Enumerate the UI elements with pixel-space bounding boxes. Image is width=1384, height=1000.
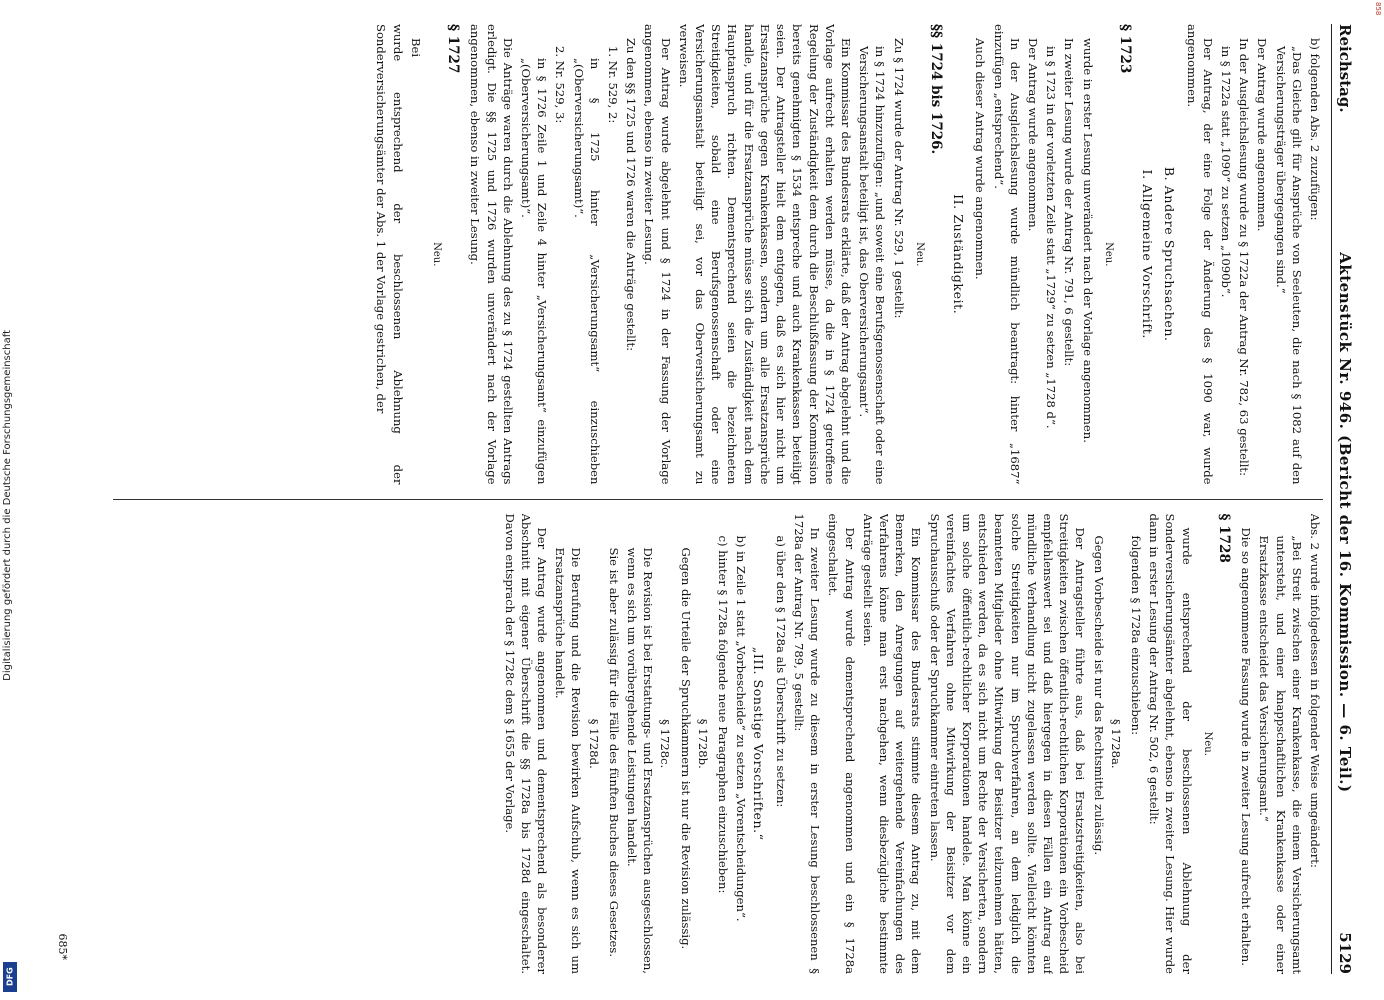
paragraph: Ein Kommissar des Bundesrats stimmte diesem Antrag zu, mit dem Bemerken, den Anregungen auf weitergehende Vereinfachungen des Verfahrens könne man erst nachgehen, wenn diesbezügliche bestimmte Anträge gestellt seien. bbox=[860, 513, 924, 974]
subparagraph-heading: § 1728d. bbox=[586, 718, 601, 769]
paragraph: Die Anträge waren durch die Ablehnung des zu § 1724 gestellten Antrags erledigt. Die §§ 1725 und 1726 wurden unverändert nach der Vorlage angenommen, ebenso in zweiter Lesung. bbox=[468, 24, 515, 485]
section-heading: B. Andere Spruchsachen. bbox=[1162, 166, 1178, 342]
indented-paragraph: 1. Nr. 529, 2: bbox=[606, 46, 621, 124]
paragraph: In zweiter Lesung wurde zu diesem in erster Lesung beschlossenen § 1728a der Antrag Nr. 789, 5 gestellt: bbox=[791, 513, 823, 974]
paragraph: Auch dieser Antrag wurde angenommen. bbox=[973, 38, 988, 280]
right-column bbox=[113, 514, 1323, 975]
paragraph: Der Antrag wurde angenommen und dementsprechend als besonderer Abschnitt mit eigener Überschrift die §§ 1728a bis 1728d eingeschaltet. Davon entsprach der § 1728c dem § 1655 der Vorlage. bbox=[502, 513, 550, 974]
page-frame bbox=[40, 0, 1384, 1000]
digitization-note: Digitalisierung gefördert durch die Deutsche Forschungsgemeinschaft bbox=[2, 330, 13, 681]
paragraph: Der Antrag, der eine Folge der Änderung des § 1090 war, wurde angenommen. bbox=[1184, 24, 1215, 485]
paragraph: b) folgenden Abs. 2 zuzufügen: bbox=[1308, 38, 1322, 221]
indented-paragraph: c) hinter § 1728a folgende neue Paragraphen einzuschieben: bbox=[716, 535, 731, 894]
indented-paragraph: Die Revision ist bei Erstattungs- und Ersatzansprüchen ausgeschlossen, wenn es sich um vorübergehende Leistungen handelt. bbox=[625, 547, 656, 974]
scanned-page bbox=[40, 0, 1384, 1000]
indented-paragraph: in § 1726 Zeile 1 und Zeile 4 hinter „Versicherungsamt“ einzufügen „(Oberversicherungsamt)“. bbox=[519, 58, 550, 485]
subparagraph-heading: § 1728a. bbox=[1108, 718, 1123, 769]
left-column bbox=[113, 24, 1323, 485]
indented-paragraph: Sie ist aber zulässig für die Fälle des fünften Buches dieses Gesetzes. bbox=[606, 547, 621, 958]
neu-label: Neu. bbox=[913, 242, 925, 267]
header-page-number: 5129 bbox=[1336, 932, 1354, 974]
indented-paragraph: in § 1722a statt „1090“ zu setzen „1090b“. bbox=[1218, 46, 1233, 298]
paragraph: wurde entsprechend der beschlossenen Ablehnung der Sonderversicherungsämter abgelehnt, ebenso in zweiter Lesung. Hier wurde dann in erster Lesung der Antrag Nr. 502, 6 gestellt: bbox=[1147, 513, 1194, 974]
paragraph-heading: § 1723 bbox=[1116, 24, 1133, 74]
paragraph: wurde entsprechend der beschlossenen Ablehnung der Sonderversicherungsämter der Abs. 1 der Vorlage gestrichen, der bbox=[374, 24, 405, 485]
indented-paragraph: in § 1723 in der vorletzten Zeile statt „1729“ zu setzen „1728 d“. bbox=[1044, 46, 1059, 429]
neu-label: Neu. bbox=[1102, 242, 1114, 267]
section-heading: „III. Sonstige Vorschriften.“ bbox=[751, 646, 767, 841]
footer-page-number: 685* bbox=[56, 933, 69, 960]
paragraph: In der Ausgleichslesung wurde zu § 1722a der Antrag Nr. 782, 63 gestellt: bbox=[1237, 38, 1252, 476]
indented-paragraph: b) in Zeile 1 statt „Vorbescheide“ zu setzen „Vorentscheidungen“. bbox=[734, 535, 749, 922]
indented-paragraph: Die Berufung und die Revision bewirken Aufschub, wenn es sich um Ersatzansprüche handelt. bbox=[553, 547, 584, 974]
section-heading: II. Zuständigkeit. bbox=[951, 194, 967, 315]
header-left: Reichstag. bbox=[1336, 24, 1354, 113]
paragraph: In zweiter Lesung wurde der Antrag Nr. 791, 6 gestellt: bbox=[1062, 38, 1077, 367]
paragraph-heading: § 1728 bbox=[1215, 513, 1232, 563]
paragraph: Ein Kommissar des Bundesrats erklärte, daß der Antrag abgelehnt und die Vorlage aufrecht erhalten werden müsse, da die in § 1724 getroffene Regelung der Zuständigkeit dem durch die Beschlußfassung der Kommission bereits genehmigten § 1534 entspreche und auch Krankenkassen beteiligt seien. Der Antragsteller hielt dem entgegen, daß es sich hier nicht um Ersatzansprüche gegen Krankenkassen, sondern um alle Ersatzansprüche handle, und für die Ersatzansprüche müsse sich die Zuständigkeit nach dem Hauptanspruch richten. Dementsprechend seien die bezeichneten Streitigkeiten, sobald eine Berufsgenossenschaft oder eine Versicherungsanstalt beteiligt sei, vor das Oberversicherungsamt zu verweisen. bbox=[676, 24, 853, 485]
neu-label: Neu. bbox=[1201, 731, 1213, 756]
indented-paragraph: a) über den § 1728a als Überschrift zu setzen: bbox=[773, 535, 788, 808]
indented-paragraph: Gegen die Urteile der Spruchkammern ist nur die Revision zulässig. bbox=[678, 547, 693, 950]
dfg-logo-icon: DFG bbox=[3, 962, 17, 992]
indented-paragraph: „Bei Streit zwischen einer Krankenkasse, die einem Versicherungsamt untersteht, und einer knappschaftlichen Krankenkasse oder einer Ersatzkasse entscheidet das Versicherungsamt.“ bbox=[1257, 535, 1304, 974]
indented-paragraph: in § 1724 hinzuzufügen: „und soweit eine Berufsgenossenschaft oder eine Versicherungsanstalt beteiligt ist, das Oberversicherungsamt“. bbox=[857, 46, 888, 485]
indented-paragraph: 2. Nr. 529, 3: bbox=[553, 46, 568, 124]
indented-paragraph: Gegen Vorbescheide ist nur das Rechtsmittel zulässig. bbox=[1091, 535, 1106, 856]
paragraph: Abs. 2 wurde infolgedessen in folgender Weise umgeändert: bbox=[1308, 513, 1322, 868]
subparagraph-heading: § 1728b. bbox=[695, 718, 710, 769]
header-title: Aktenstück Nr. 946. (Bericht der 16. Kommission. — 6. Teil.) bbox=[1336, 252, 1354, 793]
paragraph: Zu den §§ 1725 und 1726 waren die Anträge gestellt: bbox=[624, 38, 639, 352]
paragraph: Der Antrag wurde dementsprechend angenommen und ein § 1728a eingeschaltet. bbox=[826, 513, 857, 974]
paragraph: Zu § 1724 wurde der Antrag Nr. 529, 1 gestellt: bbox=[891, 38, 906, 319]
subparagraph-heading: § 1728c. bbox=[658, 719, 673, 769]
corner-id: 858 bbox=[1374, 2, 1382, 16]
paragraph: In der Ausgleichslesung wurde mündlich beantragt: hinter „1687“ einzufügen „entsprechend“. bbox=[991, 24, 1022, 485]
paragraph-heading: § 1727 bbox=[445, 24, 462, 74]
paragraph: Der Antrag wurde abgelehnt und § 1724 in der Fassung der Vorlage angenommen, ebenso in zweiter Lesung. bbox=[642, 24, 673, 485]
column-divider bbox=[113, 499, 1323, 500]
paragraph: Die so angenommene Fassung wurde in zweiter Lesung aufrecht erhalten. bbox=[1239, 527, 1254, 966]
paragraph-heading: §§ 1724 bis 1726. bbox=[927, 24, 944, 155]
paragraph: Der Antrag wurde angenommen. bbox=[1025, 38, 1040, 232]
text-columns bbox=[113, 24, 1323, 974]
page-header bbox=[1331, 24, 1354, 974]
indented-paragraph: „Das Gleiche gilt für Ansprüche von Seeleuten, die nach § 1082 auf den Versicherungsträger übergegangen sind.“ bbox=[1273, 46, 1304, 485]
paragraph: Der Antragsteller führte aus, daß bei Ersatzstreitigkeiten, also bei Streitigkeiten zwischen öffentlich-rechtlichen Korporationen ein Vorbescheid empfehlenswert sei und daß hiergegen in diesen Fällen ein Antrag auf mündliche Verhandlung nicht zugelassen werden sollte. Vielleicht könnten solche Streitigkeiten nur im Spruchverfahren, an dem lediglich die beamteten Mitglieder ohne Mitwirkung der Beisitzer teilzunehmen hätten, entschieden werden, da es sich nicht um Rechte der Versicherten, sondern um solche öffentlich-rechtlicher Korporationen handele. Man könne ein vereinfachtes Verfahren ohne Mitwirkung der Beisitzer vor dem Spruchausschuß oder der Spruchkammer eintreten lassen. bbox=[927, 513, 1088, 974]
neu-label: Neu. bbox=[431, 242, 443, 267]
section-heading: I. Allgemeine Vorschrift. bbox=[1140, 169, 1156, 339]
paragraph: wurde in erster Lesung unverändert nach der Vorlage angenommen. bbox=[1080, 38, 1095, 443]
paragraph: Bei bbox=[408, 38, 423, 58]
paragraph: Der Antrag wurde angenommen. bbox=[1255, 38, 1270, 232]
indented-paragraph: folgenden § 1728a einzuschieben: bbox=[1128, 535, 1143, 735]
indented-paragraph: in § 1725 hinter „Versicherungsamt“ einzuschieben „(Oberversicherungsamt)“. bbox=[571, 58, 602, 485]
